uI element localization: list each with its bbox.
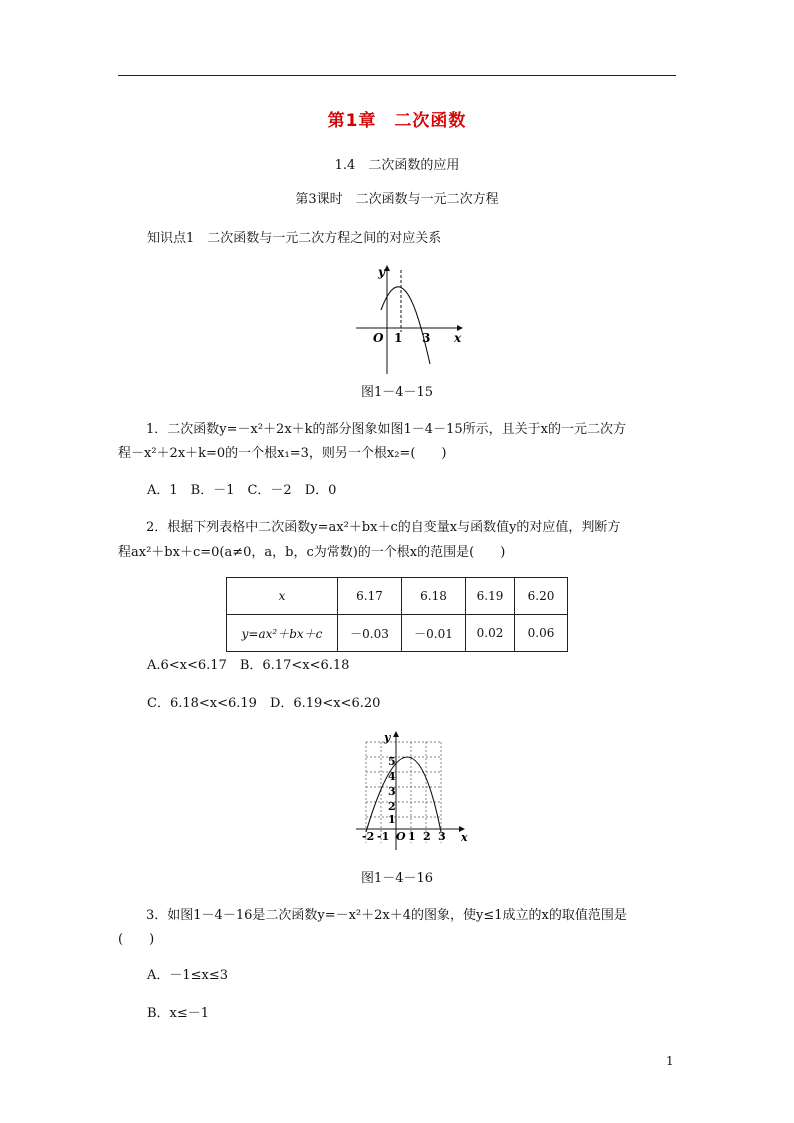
dashed-grid xyxy=(366,742,441,843)
question-1-line-1: 1．二次函数y=－x²＋2x＋k的部分图象如图1－4－15所示，且关于x的一元二次方 xyxy=(146,422,626,437)
tick-label-3: 3 xyxy=(422,331,431,345)
y-tick-label: 2 xyxy=(388,800,396,813)
table-cell: －0.01 xyxy=(402,615,466,652)
origin-label: O xyxy=(396,830,406,843)
figure-1-caption: 图1－4－15 xyxy=(360,385,434,400)
knowledge-point-heading: 知识点1 二次函数与一元二次方程之间的对应关系 xyxy=(147,231,442,246)
table-cell: 6.19 xyxy=(466,578,515,615)
y-tick-label: 4 xyxy=(388,770,396,783)
x-axis-label: x xyxy=(454,331,462,345)
tick-label-1: 1 xyxy=(394,331,403,345)
figure-2-parabola-grid-graph xyxy=(352,728,472,858)
figure-2-caption: 图1－4－16 xyxy=(360,871,434,886)
x-tick-label: -2 xyxy=(362,830,375,843)
x-tick-label: 2 xyxy=(423,830,431,843)
x-tick-label: -1 xyxy=(377,830,390,843)
page-number: 1 xyxy=(666,1054,674,1068)
parabola-curve xyxy=(366,757,441,832)
origin-label: O xyxy=(373,331,384,345)
question-3-option-a: A．－1≤x≤3 xyxy=(147,968,229,983)
table-cell: 0.02 xyxy=(466,615,515,652)
chapter-title: 第1章 二次函数 xyxy=(327,111,467,131)
table-row-y xyxy=(227,615,568,652)
header-rule xyxy=(118,75,676,76)
lesson-title: 第3课时 二次函数与一元二次方程 xyxy=(295,192,499,207)
table-row-x xyxy=(227,578,568,615)
question-3-line-1: 3．如图1－4－16是二次函数y=－x²＋2x＋4的图象，使y≤1成立的x的取值范围是 xyxy=(146,908,627,923)
table-cell: 6.17 xyxy=(338,578,402,615)
question-1-options: A．1 B．－1 C．－2 D．0 xyxy=(147,483,337,498)
parabola-curve xyxy=(381,287,430,364)
x-tick-label: 1 xyxy=(408,830,416,843)
question-2-options-line-2: C．6.18<x<6.19 D．6.19<x<6.20 xyxy=(147,696,381,711)
table-cell-header-x: x xyxy=(227,578,338,615)
y-axis-label: y xyxy=(384,731,391,744)
section-title: 1.4 二次函数的应用 xyxy=(334,158,460,173)
value-table xyxy=(226,577,568,652)
question-2-line-2: 程ax²＋bx＋c=0(a≠0，a，b，c为常数)的一个根x的范围是( ) xyxy=(118,545,506,560)
table-cell: 6.18 xyxy=(402,578,466,615)
table-cell: －0.03 xyxy=(338,615,402,652)
y-tick-label: 5 xyxy=(388,755,396,768)
table-cell: 0.06 xyxy=(515,615,568,652)
y-tick-label: 3 xyxy=(388,785,396,798)
question-3-option-b: B．x≤－1 xyxy=(147,1006,210,1021)
table-cell-header-y: y=ax²＋bx＋c xyxy=(227,615,338,652)
y-axis-label: y xyxy=(378,265,385,279)
question-2-line-1: 2．根据下列表格中二次函数y=ax²＋bx＋c的自变量x与函数值y的对应值，判断方 xyxy=(146,520,621,535)
question-2-options-line-1: A.6<x<6.17 B．6.17<x<6.18 xyxy=(147,658,350,673)
figure-1-parabola-graph xyxy=(350,262,480,377)
y-tick-label: 1 xyxy=(388,813,396,826)
x-axis-label: x xyxy=(461,831,468,844)
x-tick-label: 3 xyxy=(438,830,446,843)
question-3-line-2: ( ) xyxy=(118,932,155,947)
question-1-line-2: 程－x²＋2x＋k=0的一个根x₁=3，则另一个根x₂=( ) xyxy=(118,446,447,461)
table-cell: 6.20 xyxy=(515,578,568,615)
